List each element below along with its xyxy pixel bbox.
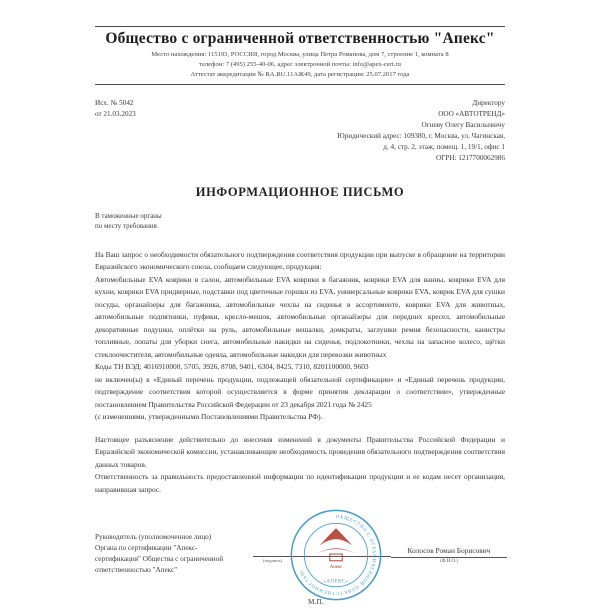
signer-name: Колосов Роман Борисович xyxy=(391,546,507,558)
signer-title-line: сертификация" Общества с ограниченной xyxy=(95,554,224,563)
stamp-ring-text: ОБЩЕСТВО С ОГРАНИЧЕННОЙ ОТВЕТСТВЕННОСТЬЮ xyxy=(299,515,377,596)
letter-sheet xyxy=(95,0,505,614)
paragraph-not-included: не включен(ы) в «Единый перечень продукции, подлежащей обязательной сертификации» и «Единый перечень продукции, подтверждение соответствия которой осуществляется в форме принятия декларации о соответствии», утвержденные постановлением Правительства Российской Федерации от 23 декабря 2021 года № 2425 xyxy=(95,374,505,409)
paragraph-amendments: (с изменениями, утвержденными Постановлениями Правительства РФ). xyxy=(95,412,323,422)
paragraph-tnved-codes: Коды ТН ВЭД: 4016910000, 5705, 3926, 8708, 9401, 6304, 8425, 7310, 8201100000, 9603 xyxy=(95,362,369,372)
letterhead-bottom-rule xyxy=(95,84,505,85)
signer-name-caption: (Ф.И.О.) xyxy=(440,559,458,565)
addressee-line: д. 4, стр. 2, этаж, помещ. 1, 19/1, офис 1 xyxy=(383,143,505,152)
signature-area xyxy=(95,510,505,614)
customs-note xyxy=(95,211,505,232)
outgoing-number: Исх. № 5042 xyxy=(95,98,134,107)
signer-title-line: ответственностью "Апекс" xyxy=(95,565,178,574)
customs-note-line: В таможенные органы xyxy=(95,211,162,220)
paragraph-products: Автомобильные EVA коврики в салон, автомобильные EVA коврики в багажник, коврики EVA для ванны, коврики EVA для кухни, коврики EVA придверные, подставки под цветочные горшки из EVA, универсальные коврики EVA, коврик EVA для сушки посуды, органайзеры для багажника, автомобильные чехлы на сиденья в ассортименте, коврики EVA для животных, автомобильные подпятники, пуфики, кресло-мешок, автомобильные органайзеры для передних кресел, автомобильные декоративные подушки, оплётки на руль, автомобильные вешалки, домкраты, заглушки ремня безопасности, канистры топливные, лопаты для уборки снега, автомобильные накидки на сиденья, подлокотники, чехлы на запасное колесо, щётки стеклоочистителя, автомобильные одеяла, автомобильные накидки для перевозки животных xyxy=(95,274,505,359)
seal-place-caption: М.П. xyxy=(308,598,324,607)
addressee-line: ОГРН: 1217700062986 xyxy=(435,154,505,163)
document-title: ИНФОРМАЦИОННОЕ ПИСЬМО xyxy=(195,184,405,199)
company-name: Общество с ограниченной ответственностью "Апекс" xyxy=(105,30,495,47)
signer-title xyxy=(95,532,263,575)
signer-title-line: Руководитель (уполномоченное лицо) xyxy=(95,533,212,542)
letterhead-accreditation: Аттестат аккредитации № RA.RU.11АЖ49, дата регистрации: 25.07.2017 года xyxy=(190,71,410,79)
signature-caption: (подпись) xyxy=(263,558,283,564)
addressee-line: Юридический адрес: 109380, г. Москва, ул. Чагинская, xyxy=(337,132,505,141)
addressee-line: Огневу Олегу Васильевичу xyxy=(421,120,505,129)
company-round-stamp xyxy=(288,507,384,603)
letterhead-contact: телефон: 7 (495) 255-40-06, адрес электронной почты: info@apex-cert.ru xyxy=(199,61,401,69)
paragraph-intro: На Ваш запрос о необходимости обязательного подтверждения соответствия продукции при выпуске в обращение на территории Евразийского экономического союза, сообщаем следующее, продукция: xyxy=(95,249,505,272)
addressee-line: ООО «АВТОТРЕНД» xyxy=(438,109,505,118)
paragraph-responsibility: Ответственность за правильность предоставленной информации по идентификации продукции и ее кодам несет организация, направившая запрос. xyxy=(95,472,505,494)
letter-body xyxy=(95,249,505,497)
reference-row xyxy=(95,98,505,165)
addressee-block xyxy=(337,98,505,165)
letterhead-top-rule xyxy=(95,26,505,27)
signer-name-block xyxy=(391,546,507,564)
paragraph-validity: Настоящее разъяснение действительно до внесения изменений в документы Правительства Российской Федерации и Евразийской экономической комиссии, устанавливающие необходимость проведения обязательного подтверждения соответствия данных товаров. xyxy=(95,434,505,469)
signer-title-line: Органа по сертификации "Апекс- xyxy=(95,544,198,553)
outgoing-date: от 21.03.2023 xyxy=(95,109,136,118)
addressee-line: Директору xyxy=(472,98,505,107)
stamp-bottom-text: «АПЕКС» xyxy=(323,579,349,585)
customs-note-line: по месту требования xyxy=(95,222,157,231)
outgoing-reference xyxy=(95,98,136,165)
letterhead-address: Место нахождения: 115193, РОССИЯ, город Москва, улица Петра Романова, дом 7, строение 1, комната 8 xyxy=(151,51,449,58)
stamp-center-text: Апекс xyxy=(329,565,343,571)
stamp-emblem xyxy=(316,529,356,562)
